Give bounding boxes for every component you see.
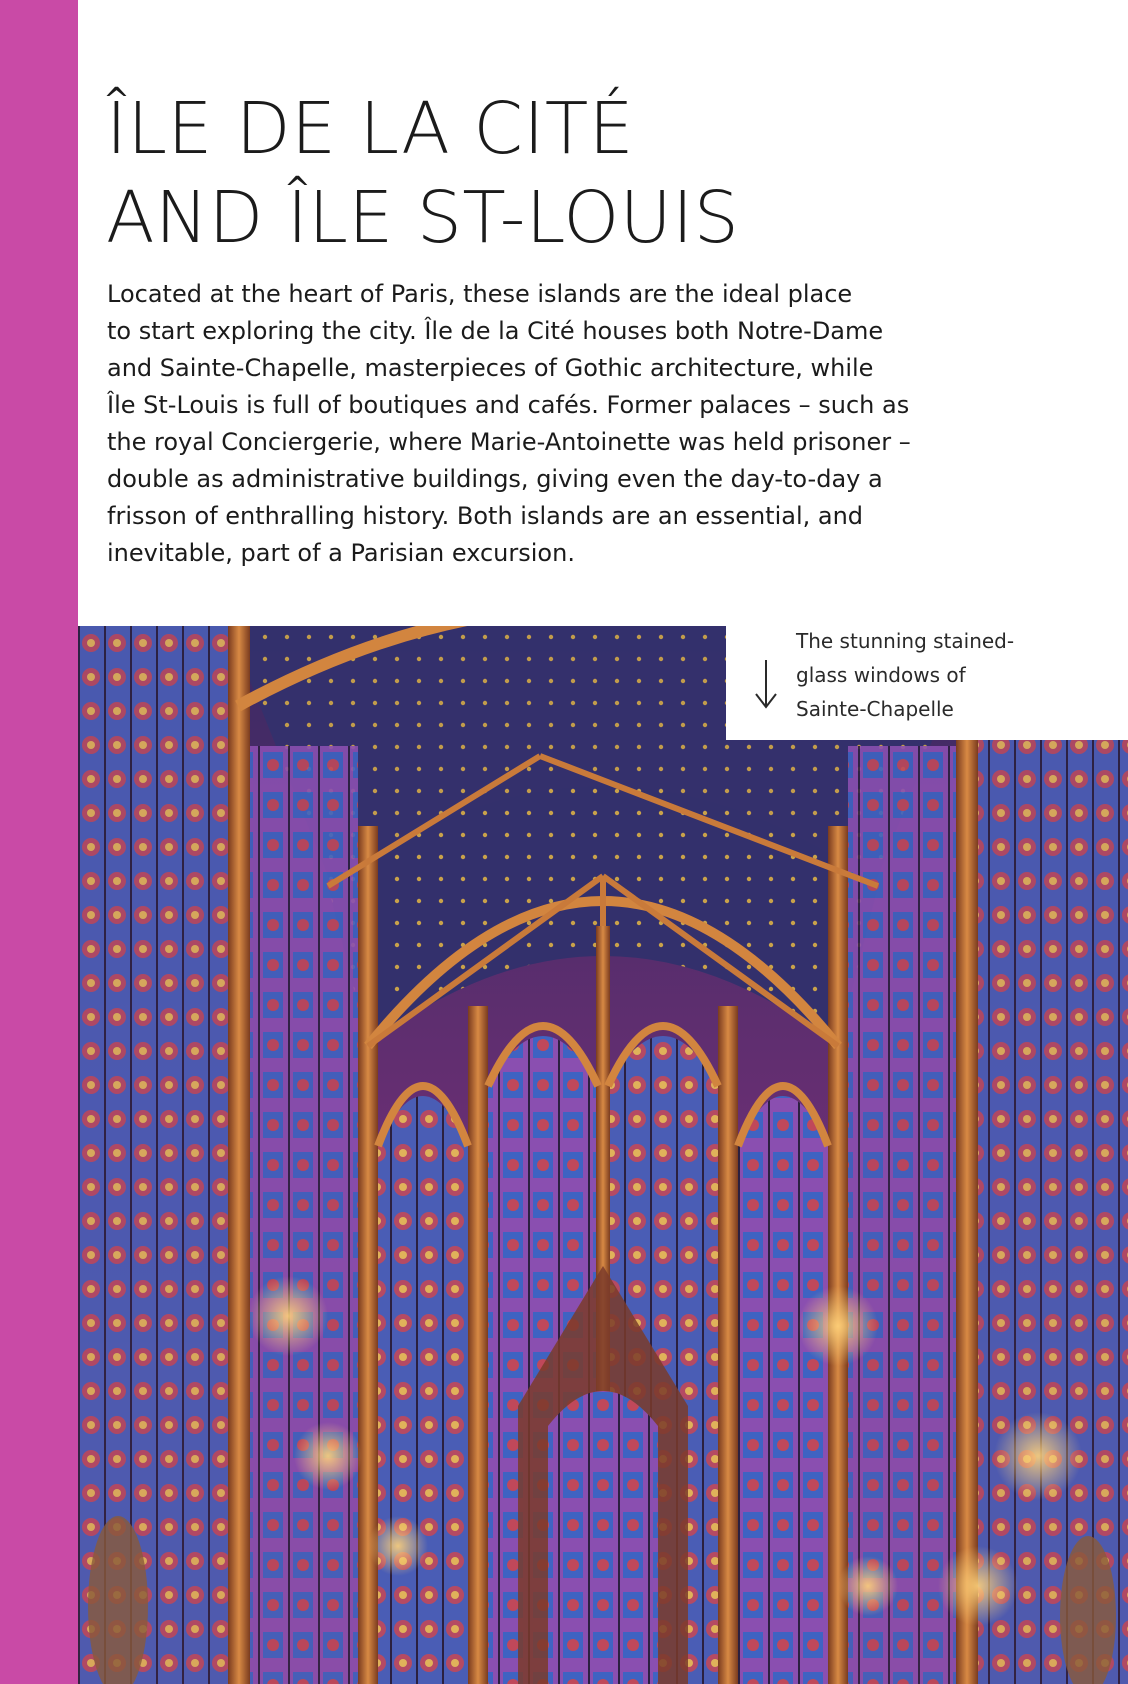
intro-line: Île St-Louis is full of boutiques and cafés. Former palaces – such as [107,391,910,419]
intro-paragraph [107,276,987,572]
photo-caption-box [726,610,1128,740]
intro-line: frisson of enthralling history. Both islands are an essential, and [107,502,864,530]
sainte-chapelle-photo [78,626,1128,1684]
title-line: ÎLE DE LA CITÉ [106,87,635,170]
photo-caption [796,624,1116,726]
intro-line: and Sainte-Chapelle, masterpieces of Gothic architecture, while [107,354,874,382]
accent-side-strip [0,0,78,1684]
caption-line: glass windows of [796,663,966,687]
caption-line: The stunning stained- [796,629,1015,653]
intro-line: the royal Conciergerie, where Marie-Antoinette was held prisoner – [107,428,911,456]
intro-line: to start exploring the city. Île de la Cité houses both Notre-Dame [107,317,884,345]
intro-line: double as administrative buildings, giving even the day-to-day a [107,465,883,493]
page-title [106,84,1046,262]
intro-line: inevitable, part of a Parisian excursion. [107,539,575,567]
title-line: AND ÎLE ST-LOUIS [106,176,740,259]
arrow-down-icon [754,658,778,710]
stained-glass-illustration [78,626,1128,1684]
caption-line: Sainte-Chapelle [796,697,954,721]
intro-line: Located at the heart of Paris, these islands are the ideal place [107,280,853,308]
